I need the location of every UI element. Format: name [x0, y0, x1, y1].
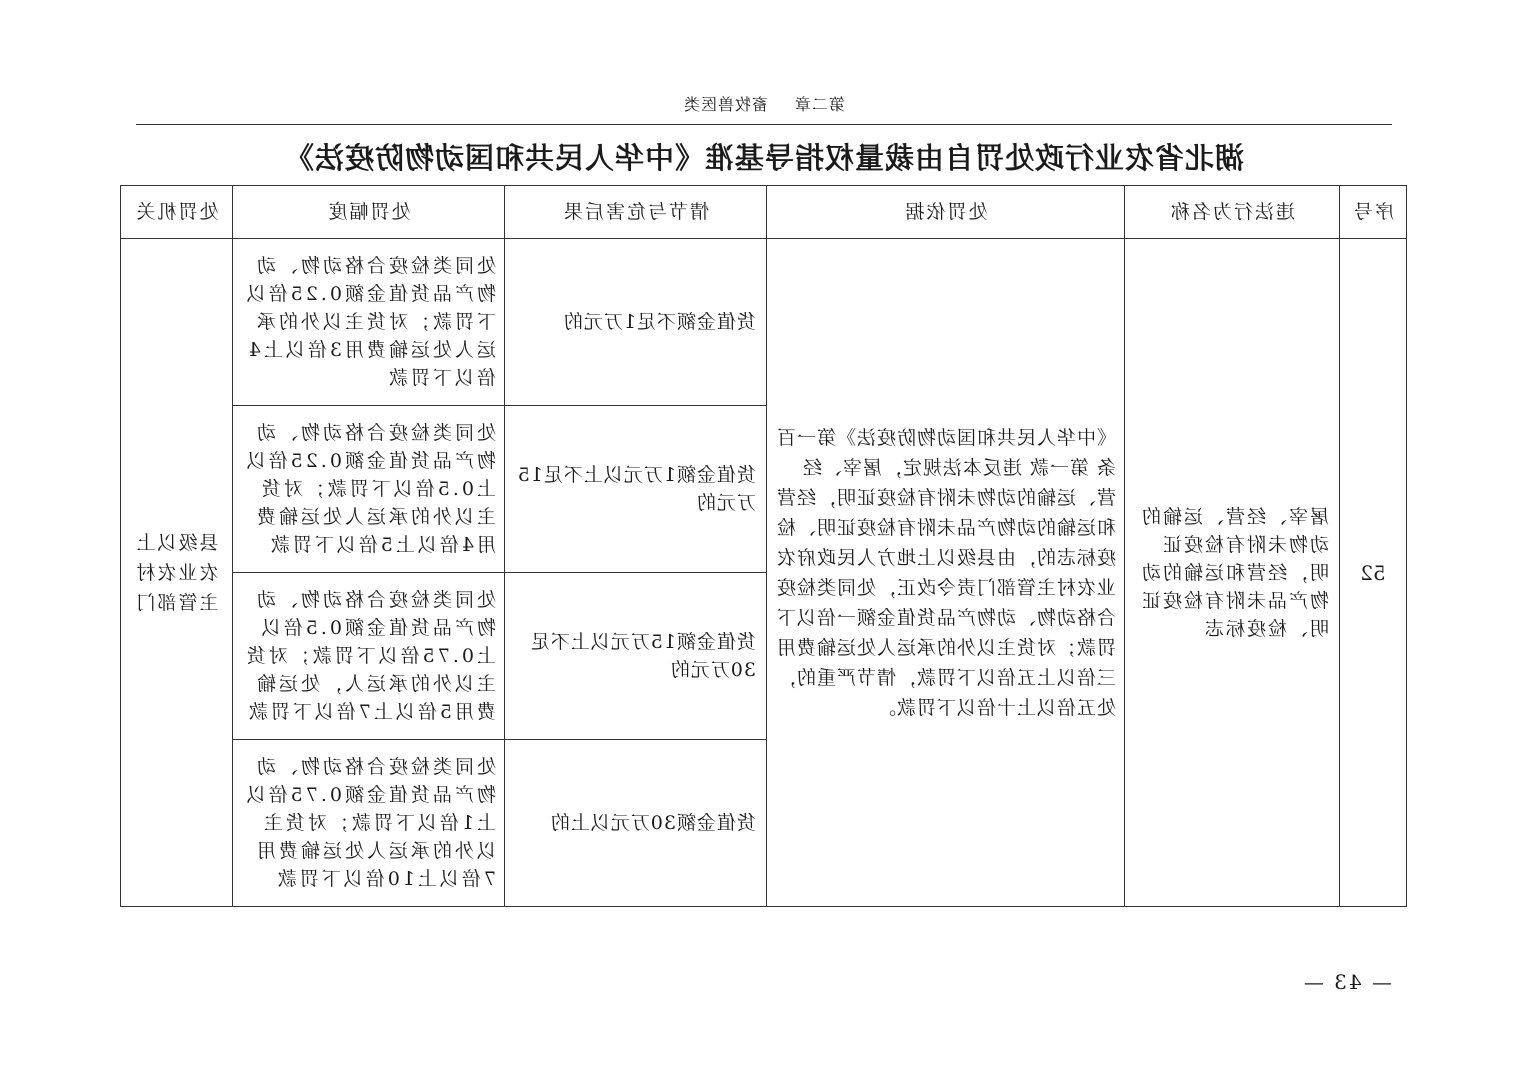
- range-cell: 处同类检疫合格动物、动物产品货值金额0.25倍以上0.5倍以下罚款；对货主以外的承运人处运输费用4倍以上5倍以下罚款: [233, 406, 505, 573]
- severity-cell: 货值金额1万元以上不足15万元的: [505, 406, 767, 573]
- range-cell: 处同类检疫合格动物、动物产品货值金额0.25倍以下罚款；对货主以外的承运人处运输费用3倍以上4倍以下罚款: [233, 239, 505, 406]
- authority-cell: 县级以上农业农村主管部门: [121, 239, 233, 907]
- range-cell: 处同类检疫合格动物、动物产品货值金额0.75倍以上1倍以下罚款；对货主以外的承运人处运输费用7倍以上10倍以下罚款: [233, 740, 505, 907]
- seq-cell: 52: [1340, 239, 1407, 907]
- page-number: — 43 —: [1301, 970, 1392, 994]
- violation-name-cell: 屠宰、经营、运输的动物未附有检疫证明，经营和运输的动物产品未附有检疫证明、检疫标志: [1125, 239, 1340, 907]
- header-severity: 情节与危害后果: [505, 186, 767, 239]
- header-seq: 序号: [1340, 186, 1407, 239]
- document-title: 湖北省农业行政处罚自由裁量权指导基准《中华人民共和国动物防疫法》: [284, 141, 1245, 175]
- table-row: [121, 239, 1407, 406]
- header-basis: 处罚依据: [767, 186, 1125, 239]
- table-header-row: [121, 186, 1407, 239]
- range-cell: 处同类检疫合格动物、动物产品货值金额0.5倍以上0.75倍以下罚款；对货主以外的承运人，处运输费用5倍以上7倍以下罚款: [233, 573, 505, 740]
- header-range: 处罚幅度: [233, 186, 505, 239]
- severity-cell: 货值金额30万元以上的: [505, 740, 767, 907]
- header-authority: 处罚机关: [121, 186, 233, 239]
- severity-cell: 货值金额15万元以上不足30万元的: [505, 573, 767, 740]
- chapter-label: 第二章: [794, 95, 846, 114]
- category-label: 畜牧兽医类: [682, 95, 768, 114]
- header-rule: [136, 124, 1392, 125]
- running-header: [136, 92, 1392, 115]
- penalty-table: [120, 185, 1407, 907]
- severity-cell: 货值金额不足1万元的: [505, 239, 767, 406]
- header-violation-name: 违法行为名称: [1125, 186, 1340, 239]
- basis-cell: 《中华人民共和国动物防疫法》第一百条 第一款 违反本法规定，屠宰、经营、运输的动物未附有检疫证明，经营和运输的动物产品未附有检疫证明、检疫标志的，由县级以上地方人民政府农业农村主管部门责令改正，处同类检疫合格动物、动物产品货值金额一倍以下罚款；对货主以外的承运人处运输费用三倍以上五倍以下罚款，情节严重的，处五倍以上十倍以下罚款。: [767, 239, 1125, 907]
